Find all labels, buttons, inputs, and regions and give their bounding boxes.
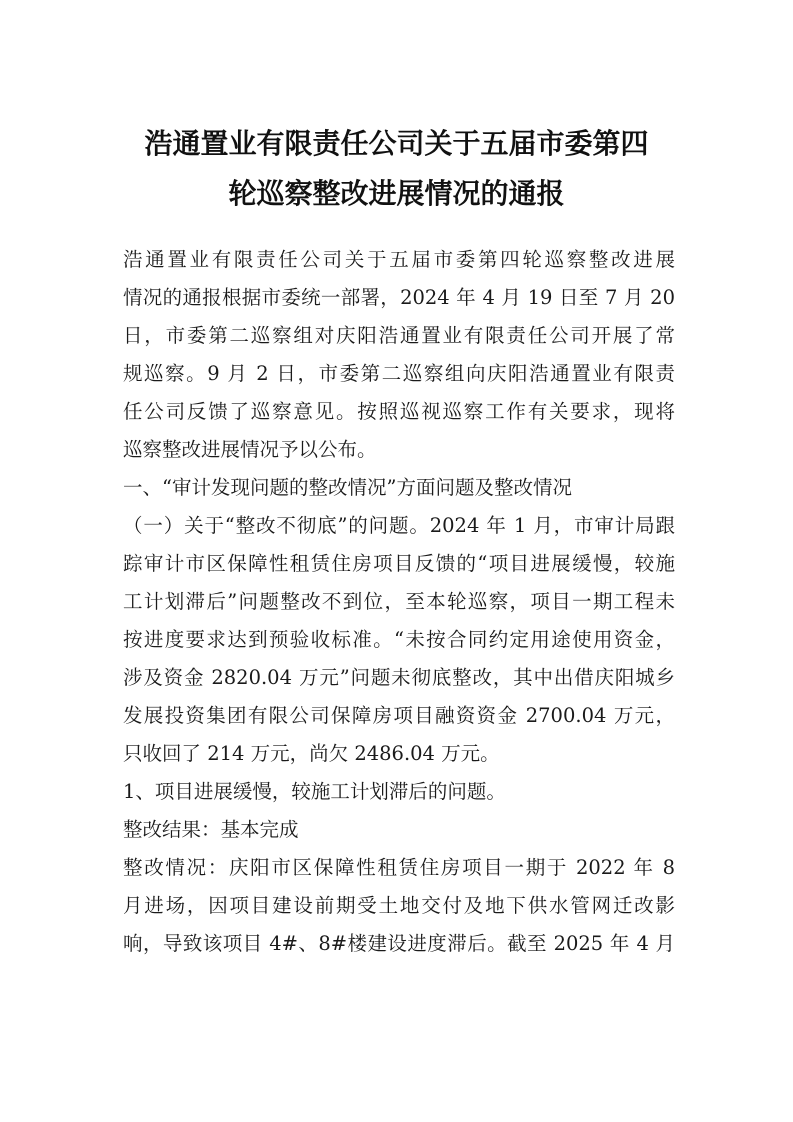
body-line: 日，市委第二巡察组对庆阳浩通置业有限责任公司开展了常	[123, 324, 675, 347]
body-line: 响，导致该项目 4#、8#楼建设进度滞后。截至 2025 年 4 月	[123, 932, 675, 955]
body-line: 整改情况：庆阳市区保障性租赁住房项目一期于 2022 年 8	[123, 856, 675, 879]
body-line: 情况的通报根据市委统一部署，2024 年 4 月 19 日至 7 月 20	[123, 286, 675, 309]
body-line: 按进度要求达到预验收标准。“未按合同约定用途使用资金，	[123, 628, 675, 651]
body-line: 巡察整改进展情况予以公布。	[123, 438, 377, 461]
document-title-line-1: 浩通置业有限责任公司关于五届市委第四	[144, 127, 649, 160]
body-line: 发展投资集团有限公司保障房项目融资资金 2700.04 万元，	[123, 704, 675, 727]
body-line: 浩通置业有限责任公司关于五届市委第四轮巡察整改进展	[123, 248, 675, 271]
body-line: 任公司反馈了巡察意见。按照巡视巡察工作有关要求，现将	[123, 400, 675, 423]
document-title-line-2: 轮巡察整改进展情况的通报	[228, 177, 565, 210]
body-line: 只收回了 214 万元，尚欠 2486.04 万元。	[123, 742, 500, 765]
body-line: 规巡察。9 月 2 日，市委第二巡察组向庆阳浩通置业有限责	[123, 362, 675, 385]
body-line: （一）关于“整改不彻底”的问题。2024 年 1 月，市审计局跟	[123, 514, 675, 537]
result-line: 整改结果：基本完成	[123, 818, 299, 841]
body-line: 月进场，因项目建设前期受土地交付及地下供水管网迁改影	[123, 894, 675, 917]
item-heading: 1、项目进展缓慢，较施工计划滞后的问题。	[123, 780, 506, 803]
body-line: 涉及资金 2820.04 万元”问题未彻底整改，其中出借庆阳城乡	[123, 666, 675, 689]
body-line: 踪审计市区保障性租赁住房项目反馈的“项目进展缓慢，较施	[123, 552, 675, 575]
section-heading: 一、“审计发现问题的整改情况”方面问题及整改情况	[123, 476, 572, 499]
body-line: 工计划滞后”问题整改不到位，至本轮巡察，项目一期工程未	[123, 590, 675, 613]
